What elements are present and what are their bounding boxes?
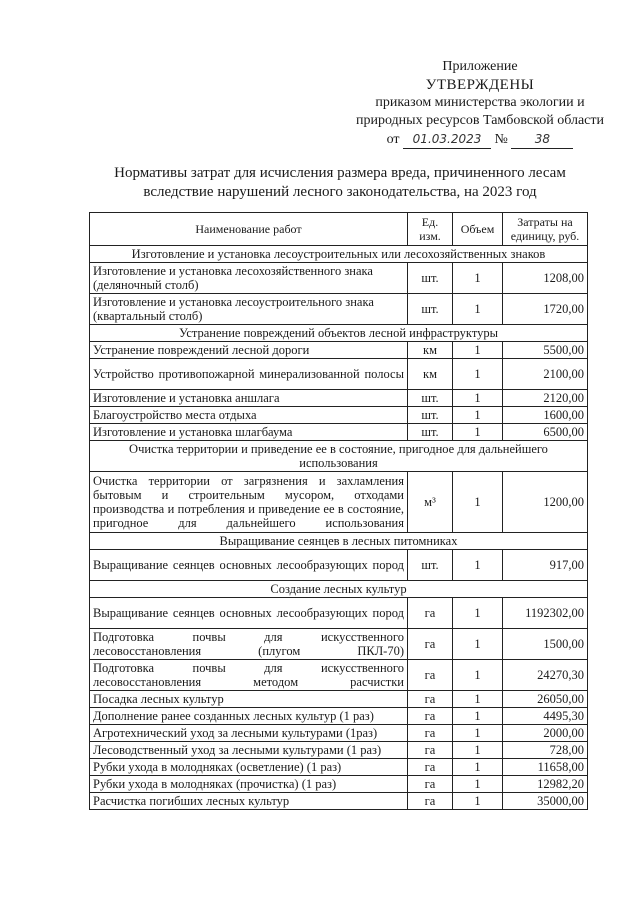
table-row [90, 793, 588, 810]
number-label: № [494, 132, 508, 147]
volume: 1 [453, 390, 503, 407]
volume: 1 [453, 776, 503, 793]
work-name: Выращивание сеянцев основных лесообразующих пород [90, 550, 408, 581]
section-title: Очистка территории и приведение ее в состояние, пригодное для дальнейшего использования [90, 441, 588, 472]
cost: 6500,00 [503, 424, 588, 441]
table-row [90, 759, 588, 776]
volume: 1 [453, 629, 503, 660]
work-name: Посадка лесных культур [90, 691, 408, 708]
unit: шт. [408, 550, 453, 581]
unit: га [408, 742, 453, 759]
work-name: Рубки ухода в молодняках (осветление) (1 раз) [90, 759, 408, 776]
order-line-2: природных ресурсов Тамбовской области [355, 113, 605, 128]
order-line-1: приказом министерства экологии и [375, 95, 585, 110]
table-row [90, 407, 588, 424]
work-name: Изготовление и установка шлагбаума [90, 424, 408, 441]
unit: шт. [408, 390, 453, 407]
volume: 1 [453, 550, 503, 581]
cost: 917,00 [503, 550, 588, 581]
document-title [100, 164, 580, 202]
volume: 1 [453, 342, 503, 359]
unit: шт. [408, 294, 453, 325]
title-line-1: Нормативы затрат для исчисления размера вреда, причиненного лесам [114, 165, 566, 181]
unit: га [408, 660, 453, 691]
cost: 1500,00 [503, 629, 588, 660]
handwritten-number: 38 [511, 130, 573, 149]
appendix-label: Приложение [442, 59, 518, 74]
unit: га [408, 691, 453, 708]
cost: 1200,00 [503, 472, 588, 533]
volume: 1 [453, 424, 503, 441]
section-title: Устранение повреждений объектов лесной инфраструктуры [90, 325, 588, 342]
volume: 1 [453, 793, 503, 810]
table-row [90, 691, 588, 708]
approved-label: УТВЕРЖДЕНЫ [425, 77, 535, 93]
norms-table [89, 212, 588, 810]
table-row [90, 359, 588, 390]
cost: 2000,00 [503, 725, 588, 742]
cost: 1208,00 [503, 263, 588, 294]
work-name: Лесоводственный уход за лесными культурами (1 раз) [90, 742, 408, 759]
cost: 11658,00 [503, 759, 588, 776]
title-line-2: вследствие нарушений лесного законодательства, на 2023 год [143, 184, 537, 200]
volume: 1 [453, 359, 503, 390]
work-name: Рубки ухода в молодняках (прочистка) (1 раз) [90, 776, 408, 793]
unit: га [408, 793, 453, 810]
cost: 1192302,00 [503, 598, 588, 629]
unit: шт. [408, 424, 453, 441]
header-cost: Затраты на единицу, руб. [503, 213, 588, 246]
header-volume: Объем [453, 213, 503, 246]
table-row [90, 660, 588, 691]
unit: м³ [408, 472, 453, 533]
from-label: от [386, 132, 400, 147]
section-title: Изготовление и установка лесоустроительных или лесохозяйственных знаков [90, 246, 588, 263]
table-row [90, 294, 588, 325]
unit: га [408, 629, 453, 660]
work-name: Благоустройство места отдыха [90, 407, 408, 424]
volume: 1 [453, 294, 503, 325]
table-row [90, 708, 588, 725]
work-name: Изготовление и установка аншлага [90, 390, 408, 407]
work-name: Дополнение ранее созданных лесных культур (1 раз) [90, 708, 408, 725]
volume: 1 [453, 472, 503, 533]
volume: 1 [453, 263, 503, 294]
unit: га [408, 598, 453, 629]
work-name: Очистка территории от загрязнения и захламления бытовым и строительным мусором, отходами производства и потребления и приведение ее в состояние, пригодное для дальнейшего использования [90, 472, 408, 533]
approval-block [340, 58, 620, 149]
table-row [90, 776, 588, 793]
table-row [90, 742, 588, 759]
handwritten-date: 01.03.2023 [403, 130, 491, 149]
table-row [90, 629, 588, 660]
table-row [90, 342, 588, 359]
volume: 1 [453, 708, 503, 725]
work-name: Устройство противопожарной минерализованной полосы [90, 359, 408, 390]
unit: км [408, 359, 453, 390]
header-unit: Ед. изм. [408, 213, 453, 246]
header-name: Наименование работ [90, 213, 408, 246]
table-row [90, 390, 588, 407]
work-name: Расчистка погибших лесных культур [90, 793, 408, 810]
unit: га [408, 759, 453, 776]
cost: 26050,00 [503, 691, 588, 708]
table-row [90, 725, 588, 742]
unit: шт. [408, 407, 453, 424]
unit: га [408, 708, 453, 725]
cost: 35000,00 [503, 793, 588, 810]
section-title: Создание лесных культур [90, 581, 588, 598]
cost: 5500,00 [503, 342, 588, 359]
volume: 1 [453, 660, 503, 691]
cost: 1720,00 [503, 294, 588, 325]
volume: 1 [453, 598, 503, 629]
unit: км [408, 342, 453, 359]
cost: 4495,30 [503, 708, 588, 725]
unit: га [408, 725, 453, 742]
cost: 2120,00 [503, 390, 588, 407]
table-row [90, 550, 588, 581]
work-name: Изготовление и установка лесоустроительного знака (квартальный столб) [90, 294, 408, 325]
work-name: Выращивание сеянцев основных лесообразующих пород [90, 598, 408, 629]
volume: 1 [453, 742, 503, 759]
work-name: Подготовка почвы для искусственного лесовосстановления методом расчистки [90, 660, 408, 691]
work-name: Изготовление и установка лесохозяйственного знака (деляночный столб) [90, 263, 408, 294]
cost: 2100,00 [503, 359, 588, 390]
table-row [90, 598, 588, 629]
order-date-number [340, 130, 620, 149]
cost: 1600,00 [503, 407, 588, 424]
unit: шт. [408, 263, 453, 294]
volume: 1 [453, 407, 503, 424]
cost: 12982,20 [503, 776, 588, 793]
table-row [90, 424, 588, 441]
work-name: Подготовка почвы для искусственного лесовосстановления (плугом ПКЛ-70) [90, 629, 408, 660]
volume: 1 [453, 759, 503, 776]
volume: 1 [453, 725, 503, 742]
work-name: Агротехнический уход за лесными культурами (1раз) [90, 725, 408, 742]
table-row [90, 263, 588, 294]
table-row [90, 472, 588, 533]
cost: 24270,30 [503, 660, 588, 691]
work-name: Устранение повреждений лесной дороги [90, 342, 408, 359]
section-title: Выращивание сеянцев в лесных питомниках [90, 533, 588, 550]
cost: 728,00 [503, 742, 588, 759]
unit: га [408, 776, 453, 793]
volume: 1 [453, 691, 503, 708]
